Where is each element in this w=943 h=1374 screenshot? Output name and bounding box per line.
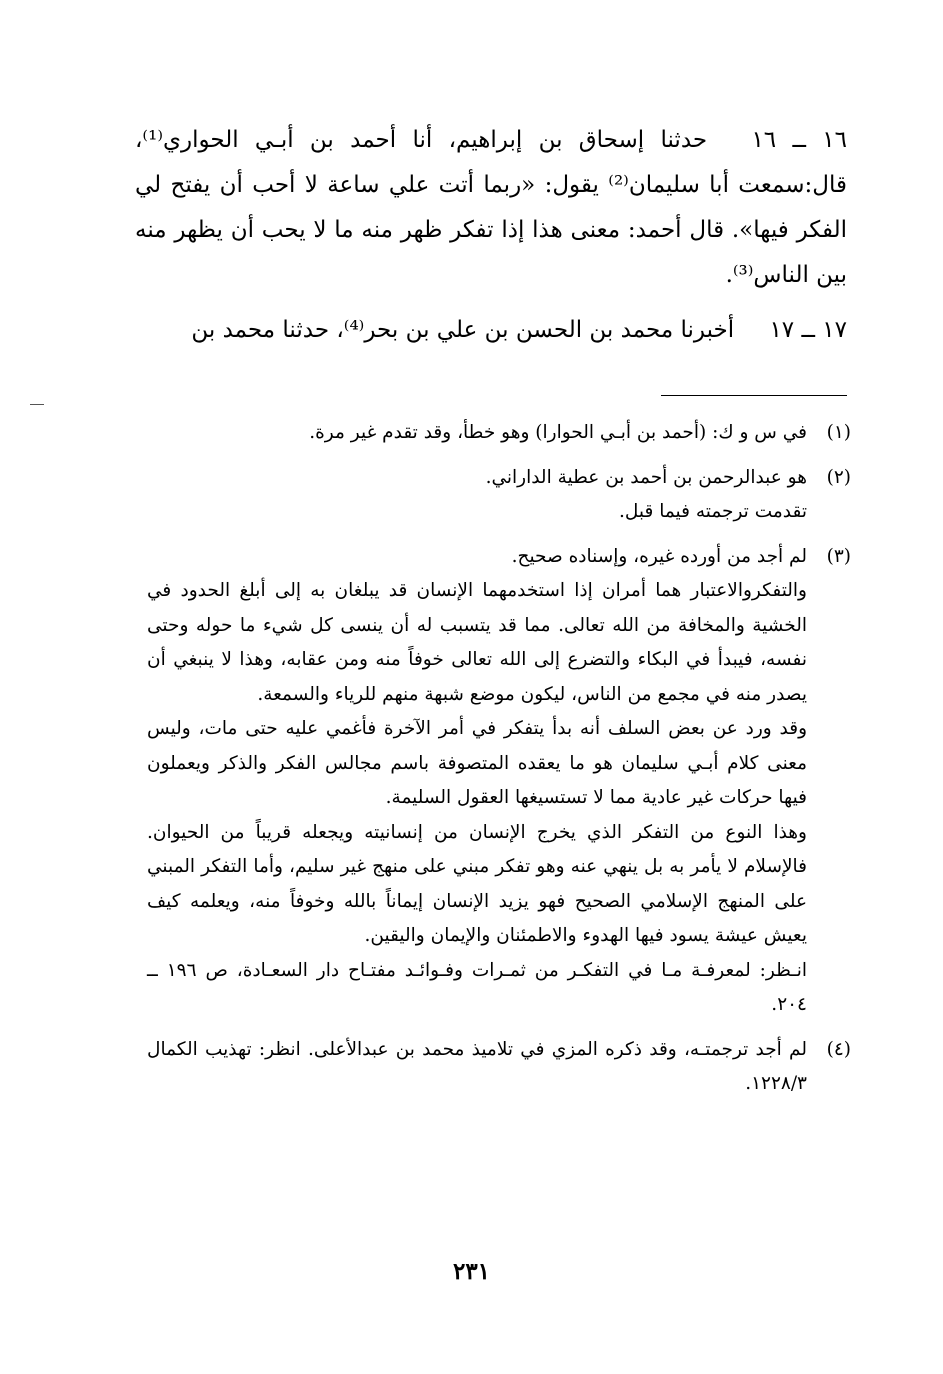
footnote-1	[147, 416, 851, 451]
footnote-text: لم أجد من أورده غيره، وإسناده صحيح.	[511, 545, 807, 567]
footnote-3	[147, 540, 851, 1023]
footnote-divider	[661, 395, 847, 396]
hadith-number: ١٧ ــ ١٧	[769, 317, 847, 343]
footnote-number: (١)	[826, 422, 851, 443]
footnote-text: انـظر: لمعرفـة مـا في التفكـر من ثمـرات وفـوائـد مفتـاح دار السعـادة، ص ١٩٦ ــ ٢٠٤.	[147, 959, 807, 1015]
hadith-number: ١٦ ــ ١٦	[751, 127, 848, 153]
footnote-text: لم أجد ترجمتـه، وقد ذكره المزي في تلاميذ محمد بن عبدالأعلى. انظر: تهذيب الكمال ١٢٢٨/٣.	[147, 1038, 807, 1094]
footnote-number: (٢)	[826, 466, 851, 488]
footnote-text: في س و ك: (أحمد بن أبـي الحوارا) وهو خطأ، وقد تقدم غير مرة.	[309, 422, 807, 443]
footnote-number: (٣)	[826, 545, 851, 567]
hadith-text: أخبرنا محمد بن الحسن بن علي بن بحر⁽⁴⁾، حدثنا محمد بن	[191, 317, 735, 343]
footnote-number: (٤)	[826, 1038, 851, 1060]
hadith-text: حدثنا إسحاق بن إبراهيم، أنا أحمد بن أبـي الحواري⁽¹⁾، قال:سمعت أبا سليمان⁽²⁾ يقول: «ربما أتت علي ساعة لا أحب أن يفتح لي الفكر فيها». قال أحمد: معنى هذا إذا تفكر ظهر منه ما لا يحب أن يظهر منه بين الناس⁽³⁾.	[135, 127, 847, 288]
footnote-text: والتفكروالاعتبار هما أمران إذا استخدمهما الإنسان قد يبلغان به إلى أبلغ الحدود في الخشية والمخافة من الله تعالى. مما قد يتسبب له أن ينسى كل شيء ما حوله وحتى نفسه، فيبدأ في البكاء والتضرع إلى الله تعالى خوفاً منه ومن عقابه، وهذا لا ينبغي أن يصدر منه في مجمع من الناس، ليكون موضع شبهة منهم للرياء والسمعة.	[147, 580, 807, 705]
footnote-text: هو عبدالرحمن بن أحمد بن عطية الداراني.	[485, 466, 807, 488]
hadith-17	[135, 308, 847, 353]
main-text	[135, 118, 847, 363]
footnotes	[147, 416, 851, 1112]
footnote-text: وقد ورد عن بعض السلف أنه بدأ يتفكر في أمر الآخرة فأغمي عليه حتى مات، وليس معنى كلام أبـي سليمان هو ما يعقده المتصوفة باسم مجالس الفكر والذكر ويعملون فيها حركات غير عادية مما لا تستسيغها العقول السليمة.	[147, 718, 807, 808]
footnote-4	[147, 1033, 851, 1102]
scan-mark	[30, 404, 44, 405]
footnote-text: تقدمت ترجمته فيما قبل.	[619, 501, 807, 522]
hadith-16	[135, 118, 847, 298]
footnote-text: وهذا النوع من التفكر الذي يخرج الإنسان من إنسانيته ويجعله قريباً من الحيوان. فالإسلام لا يأمر به بل ينهي عنه وهو تفكر مبني على منهج غير سليم، وأما التفكر المبني على المنهج الإسلامي الصحيح فهو يزيد الإنسان إيماناً بالله وخوفاً منه، ويعلمه كيف يعيش عيشة يسود فيها الهدوء والاطمئنان والإيمان واليقين.	[147, 821, 807, 946]
page-number: ٢٣١	[452, 1258, 491, 1285]
footnote-2	[147, 461, 851, 530]
